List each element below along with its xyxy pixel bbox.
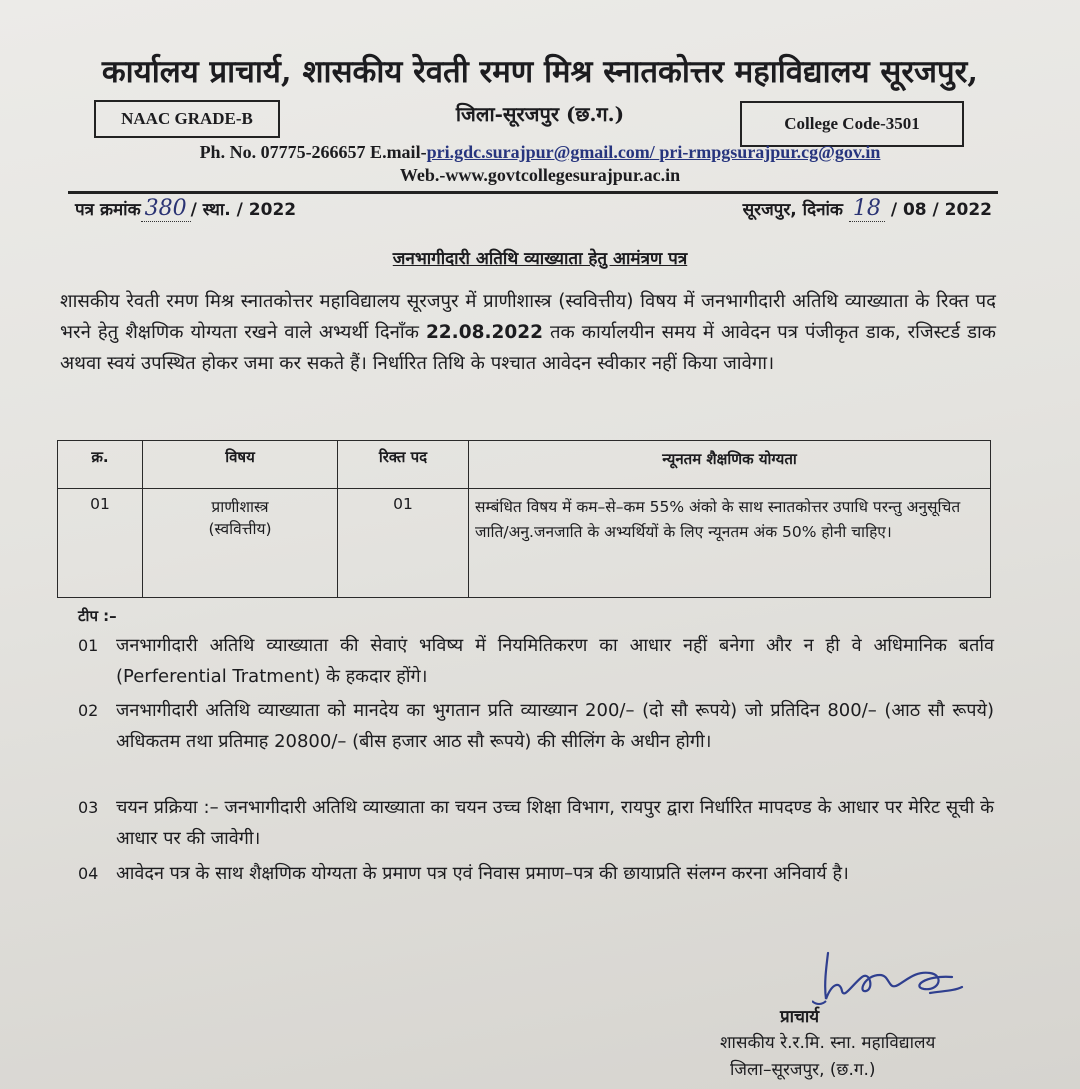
notes-label: टीप :– — [78, 607, 117, 625]
body-part-2: तक कार्यालयीन समय में आवेदन पत्र पंजीकृत डाक, रजिस्टर्ड डाक अथवा स्वयं उपस्थित होकर जमा कर सकते हैं। निर्धारित तिथि के पश्चात आवेदन स्वीकार नहीं किया जावेगा। — [60, 322, 996, 374]
col-header-qualification: न्यूनतम शैक्षणिक योग्यता — [469, 441, 991, 489]
dateline — [743, 196, 992, 221]
contact-line — [0, 142, 1080, 163]
cell-subject-line2: (स्ववित्तीय) — [208, 520, 272, 538]
signatory-district: जिला–सूरजपुर, (छ.ग.) — [730, 1060, 876, 1080]
note-number: 03 — [78, 798, 99, 817]
email-link-1[interactable]: pri.gdc.surajpur@gmail.com — [426, 142, 650, 162]
dateline-handwritten-day: 18 — [849, 196, 885, 222]
phone-email-prefix: Ph. No. 07775-266657 E.mail- — [199, 142, 427, 162]
cell-qualification: सम्बंधित विषय में कम–से–कम 55% अंको के साथ स्नातकोत्तर उपाधि परन्तु अनुसूचित जाति/अनु.जनजाति के अभ्यर्थियों के लिए न्यूनतम अंक 50% होनी चाहिए। — [469, 489, 991, 598]
dateline-suffix: / 08 / 2022 — [890, 200, 992, 220]
college-code-box — [740, 101, 964, 147]
note-text: आवेदन पत्र के साथ शैक्षणिक योग्यता के प्रमाण पत्र एवं निवास प्रमाण–पत्र की छायाप्रति संलग्न करना अनिवार्य है। — [116, 863, 849, 884]
col-header-posts: रिक्त पद — [338, 441, 469, 489]
website-line: Web.-www.govtcollegesurajpur.ac.in — [399, 165, 681, 185]
office-title: कार्यालय प्राचार्य, शासकीय रेवती रमण मिश्र स्नातकोत्तर महाविद्यालय सूरजपुर, — [101, 54, 979, 90]
table-header-row — [58, 441, 991, 489]
reference-suffix: / स्था. / 2022 — [190, 200, 297, 220]
district-line: जिला-सूरजपुर (छ.ग.) — [455, 102, 625, 126]
signatory-institution: शासकीय रे.र.मि. स्ना. महाविद्यालय — [720, 1033, 936, 1053]
reference-prefix: पत्र क्रमांक — [75, 200, 141, 220]
cell-subject-line1: प्राणीशास्त्र — [211, 498, 269, 516]
college-code-label: College Code-3501 — [784, 114, 920, 133]
note-text: जनभागीदारी अतिथि व्याख्याता को मानदेय का भुगतान प्रति व्याख्यान 200/– (दो सौ रूपये) जो प्रतिदिन 800/– (आठ सौ रूपये) अधिकतम तथा प्रतिमाह 20800/– (बीस हजार आठ सौ रूपये) की सीलिंग के अधीन होगी। — [116, 700, 994, 752]
reference-handwritten-number: 380 — [141, 196, 191, 222]
email-link-2[interactable]: pri-rmpgsurajpur.cg@gov.in — [659, 142, 881, 162]
body-paragraph — [60, 286, 996, 379]
col-header-subject: विषय — [143, 441, 338, 489]
last-date: 22.08.2022 — [425, 322, 543, 343]
table-row — [58, 489, 991, 598]
col-header-sno: क्र. — [58, 441, 143, 489]
note-number: 02 — [78, 701, 99, 720]
cell-subject — [143, 489, 338, 598]
naac-grade-label: NAAC GRADE-B — [121, 109, 253, 128]
requirements-table — [57, 440, 991, 598]
note-item — [78, 695, 994, 757]
note-item — [78, 630, 994, 692]
email-separator: / — [649, 142, 660, 162]
reference-number — [75, 196, 296, 221]
handwritten-signature — [812, 945, 972, 1007]
body-part-1: शासकीय रेवती रमण मिश्र स्नातकोत्तर महाविद्यालय सूरजपुर में प्राणीशास्त्र (स्ववित्तीय) विषय में जनभागीदारी अतिथि व्याख्याता के रिक्त पद भरने हेतु शैक्षणिक योग्यता रखने वाले अभ्यर्थी दिनाँक — [60, 291, 996, 343]
note-text: जनभागीदारी अतिथि व्याख्याता की सेवाएं भविष्य में नियमितिकरण का आधार नहीं बनेगा और न ही वे अधिमानिक बर्ताव (Perferential Tratment) के हकदार होंगे। — [116, 635, 994, 687]
cell-posts: 01 — [338, 489, 469, 598]
note-text: चयन प्रक्रिया :– जनभागीदारी अतिथि व्याख्याता का चयन उच्च शिक्षा विभाग, रायपुर द्वारा निर्धारित मापदण्ड के आधार पर मेरिट सूची के आधार पर की जावेगी। — [116, 797, 994, 849]
cell-sno: 01 — [58, 489, 143, 598]
note-item — [78, 858, 994, 889]
header-divider — [68, 191, 998, 194]
note-number: 01 — [78, 636, 99, 655]
signatory-designation: प्राचार्य — [780, 1007, 820, 1027]
letter-subject: जनभागीदारी अतिथि व्याख्याता हेतु आमंत्रण पत्र — [392, 249, 688, 269]
note-item — [78, 792, 994, 854]
note-number: 04 — [78, 864, 99, 883]
dateline-prefix: सूरजपुर, दिनांक — [742, 200, 843, 220]
